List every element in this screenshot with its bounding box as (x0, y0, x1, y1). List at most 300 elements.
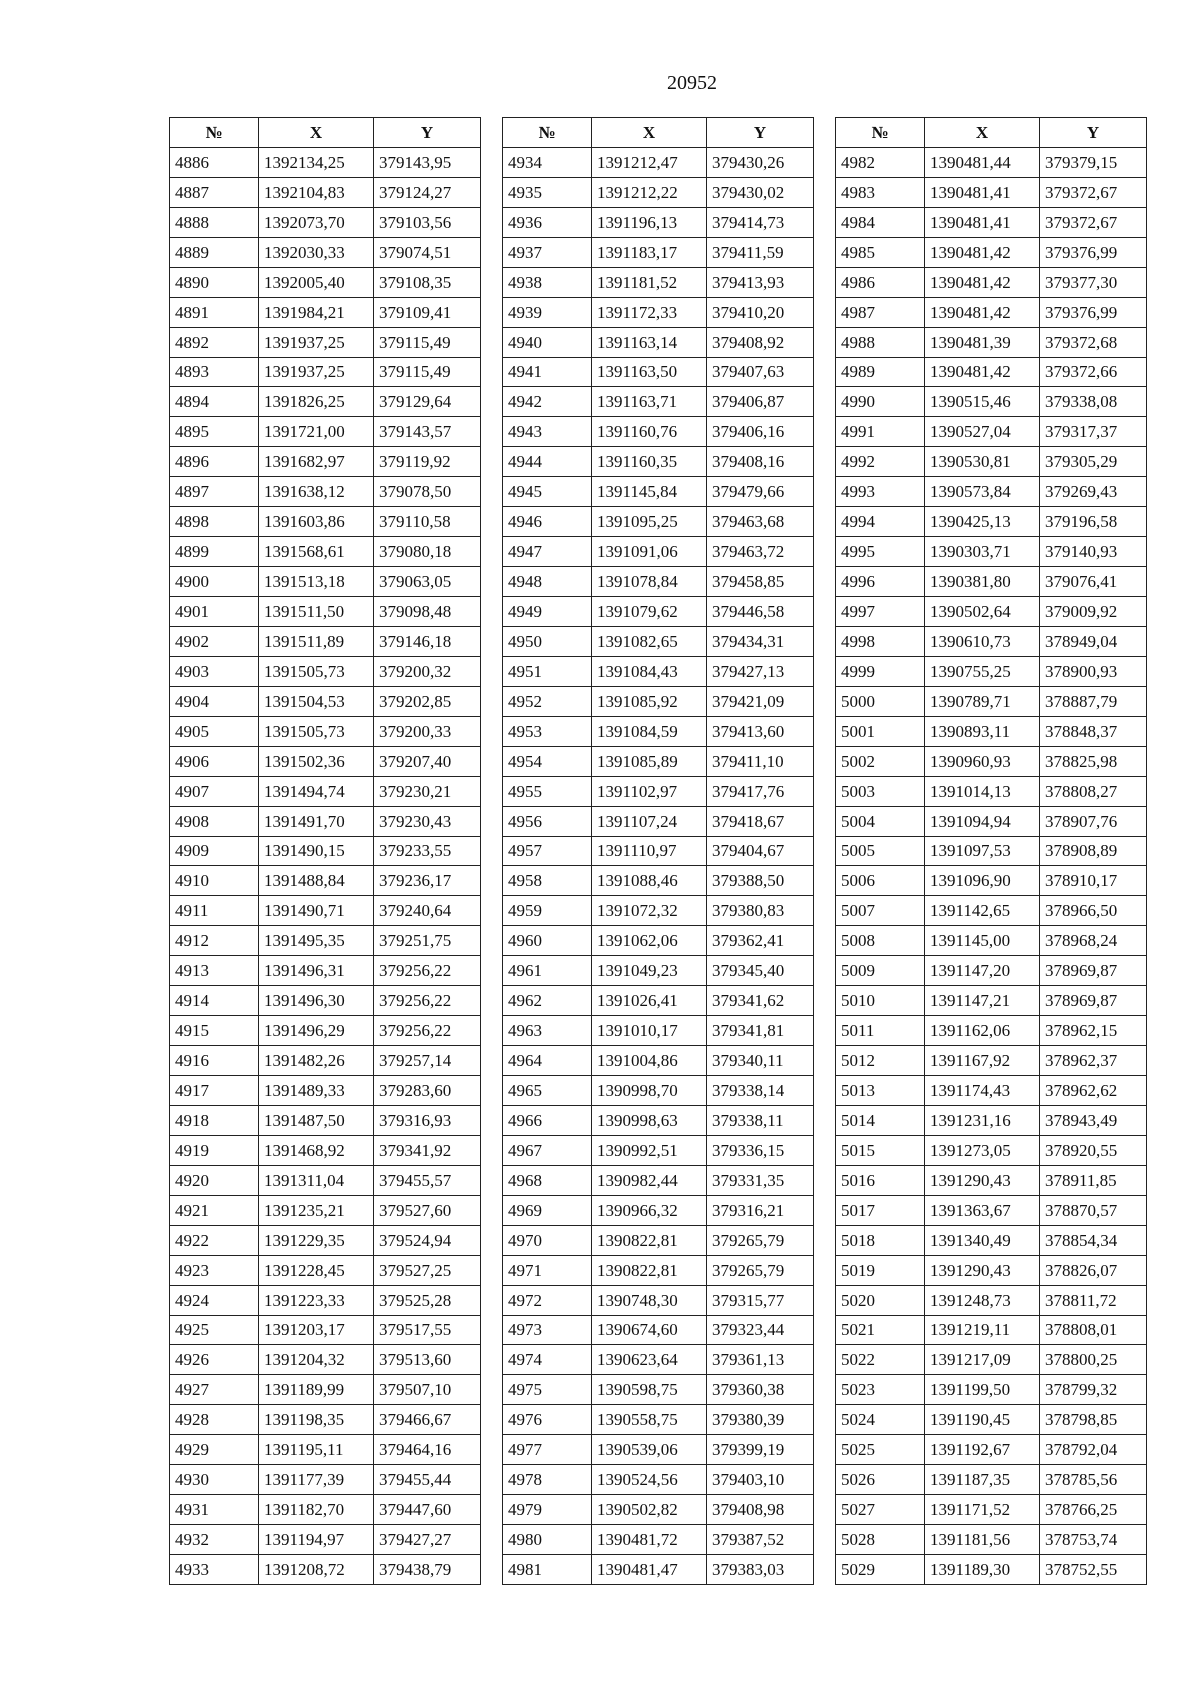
table-row (836, 866, 1147, 896)
x-coordinate-cell: 1391490,15 (259, 836, 374, 866)
table-row (836, 926, 1147, 956)
table-row (170, 327, 481, 357)
x-coordinate-cell: 1391145,00 (925, 926, 1040, 956)
table-row (836, 597, 1147, 627)
y-coordinate-cell: 379507,10 (374, 1375, 481, 1405)
x-coordinate-cell: 1391110,97 (592, 836, 707, 866)
x-coordinate-cell: 1391192,67 (925, 1435, 1040, 1465)
y-coordinate-cell: 379399,19 (707, 1435, 814, 1465)
table-row (836, 836, 1147, 866)
x-coordinate-cell: 1391505,73 (259, 716, 374, 746)
table-row (503, 1375, 814, 1405)
y-coordinate-cell: 379316,93 (374, 1105, 481, 1135)
table-row (503, 477, 814, 507)
x-coordinate-cell: 1391229,35 (259, 1225, 374, 1255)
point-number-cell: 4967 (503, 1135, 592, 1165)
point-number-cell: 4894 (170, 387, 259, 417)
table-row (170, 1315, 481, 1345)
x-coordinate-cell: 1390481,42 (925, 357, 1040, 387)
y-coordinate-cell: 379265,79 (707, 1225, 814, 1255)
table-row (170, 477, 481, 507)
y-coordinate-cell: 379119,92 (374, 447, 481, 477)
table-row (503, 1165, 814, 1195)
point-number-cell: 4932 (170, 1525, 259, 1555)
table-row (170, 1435, 481, 1465)
y-coordinate-cell: 379256,22 (374, 1016, 481, 1046)
x-coordinate-cell: 1390381,80 (925, 567, 1040, 597)
point-number-cell: 5028 (836, 1525, 925, 1555)
point-number-cell: 4962 (503, 986, 592, 1016)
x-coordinate-cell: 1390481,72 (592, 1525, 707, 1555)
x-coordinate-cell: 1391181,56 (925, 1525, 1040, 1555)
point-number-cell: 4927 (170, 1375, 259, 1405)
y-coordinate-cell: 379315,77 (707, 1285, 814, 1315)
point-number-cell: 4893 (170, 357, 259, 387)
table-row (503, 327, 814, 357)
table-row (170, 656, 481, 686)
y-coordinate-cell: 379236,17 (374, 866, 481, 896)
table-row (836, 1135, 1147, 1165)
table-row (170, 1285, 481, 1315)
x-coordinate-cell: 1391078,84 (592, 567, 707, 597)
x-coordinate-cell: 1391163,50 (592, 357, 707, 387)
table-row (503, 1465, 814, 1495)
y-coordinate-cell: 379336,15 (707, 1135, 814, 1165)
x-coordinate-cell: 1391290,43 (925, 1255, 1040, 1285)
point-number-cell: 4943 (503, 417, 592, 447)
point-number-cell: 4954 (503, 746, 592, 776)
y-coordinate-cell: 379414,73 (707, 207, 814, 237)
y-coordinate-cell: 379251,75 (374, 926, 481, 956)
table-row (503, 1345, 814, 1375)
x-coordinate-cell: 1391088,46 (592, 866, 707, 896)
header-row (170, 118, 481, 148)
x-coordinate-cell: 1391145,84 (592, 477, 707, 507)
point-number-cell: 4993 (836, 477, 925, 507)
point-number-cell: 4931 (170, 1495, 259, 1525)
point-number-cell: 4981 (503, 1555, 592, 1585)
x-coordinate-cell: 1390481,47 (592, 1555, 707, 1585)
y-coordinate-cell: 378811,72 (1040, 1285, 1147, 1315)
table-row (503, 417, 814, 447)
x-coordinate-cell: 1390481,42 (925, 267, 1040, 297)
y-coordinate-cell: 378808,01 (1040, 1315, 1147, 1345)
x-coordinate-cell: 1390966,32 (592, 1195, 707, 1225)
x-column-header: X (592, 118, 707, 148)
table-row (836, 297, 1147, 327)
point-number-cell: 4969 (503, 1195, 592, 1225)
point-number-cell: 4888 (170, 207, 259, 237)
y-coordinate-cell: 378870,57 (1040, 1195, 1147, 1225)
point-number-cell: 5000 (836, 686, 925, 716)
y-coordinate-cell: 378908,89 (1040, 836, 1147, 866)
point-number-cell: 4964 (503, 1046, 592, 1076)
point-number-cell: 4985 (836, 237, 925, 267)
table-row (170, 716, 481, 746)
table-row (836, 1076, 1147, 1106)
y-coordinate-cell: 379525,28 (374, 1285, 481, 1315)
x-coordinate-cell: 1391062,06 (592, 926, 707, 956)
point-number-cell: 4957 (503, 836, 592, 866)
table-row (170, 1046, 481, 1076)
x-coordinate-cell: 1390502,82 (592, 1495, 707, 1525)
table-row (503, 806, 814, 836)
y-coordinate-cell: 379362,41 (707, 926, 814, 956)
y-coordinate-cell: 379360,38 (707, 1375, 814, 1405)
header-row (836, 118, 1147, 148)
y-coordinate-cell: 378798,85 (1040, 1405, 1147, 1435)
y-coordinate-cell: 379063,05 (374, 567, 481, 597)
y-coordinate-cell: 379078,50 (374, 477, 481, 507)
x-coordinate-cell: 1390998,63 (592, 1105, 707, 1135)
point-number-cell: 4977 (503, 1435, 592, 1465)
table-row (170, 926, 481, 956)
y-coordinate-cell: 379372,68 (1040, 327, 1147, 357)
x-coordinate-cell: 1391147,20 (925, 956, 1040, 986)
point-number-cell: 5020 (836, 1285, 925, 1315)
table-row (170, 417, 481, 447)
y-coordinate-cell: 379341,92 (374, 1135, 481, 1165)
y-coordinate-cell: 379458,85 (707, 567, 814, 597)
point-number-cell: 4938 (503, 267, 592, 297)
x-coordinate-cell: 1390530,81 (925, 447, 1040, 477)
table-row (503, 357, 814, 387)
table-row (503, 836, 814, 866)
y-coordinate-cell: 378969,87 (1040, 986, 1147, 1016)
point-number-cell: 4887 (170, 177, 259, 207)
x-coordinate-cell: 1391311,04 (259, 1165, 374, 1195)
y-coordinate-cell: 379240,64 (374, 896, 481, 926)
x-coordinate-cell: 1391172,33 (592, 297, 707, 327)
x-coordinate-cell: 1390998,70 (592, 1076, 707, 1106)
point-number-cell: 4948 (503, 567, 592, 597)
point-number-cell: 4901 (170, 597, 259, 627)
x-coordinate-cell: 1391504,53 (259, 686, 374, 716)
table-row (503, 237, 814, 267)
point-number-cell: 4900 (170, 567, 259, 597)
y-coordinate-cell: 379406,87 (707, 387, 814, 417)
y-coordinate-cell: 378949,04 (1040, 626, 1147, 656)
number-column-header: № (170, 118, 259, 148)
point-number-cell: 5004 (836, 806, 925, 836)
x-coordinate-cell: 1391082,65 (592, 626, 707, 656)
x-coordinate-cell: 1391195,11 (259, 1435, 374, 1465)
table-row (836, 537, 1147, 567)
y-coordinate-cell: 378800,25 (1040, 1345, 1147, 1375)
table-row (836, 327, 1147, 357)
point-number-cell: 4966 (503, 1105, 592, 1135)
x-column-header: X (925, 118, 1040, 148)
point-number-cell: 4906 (170, 746, 259, 776)
y-coordinate-cell: 378920,55 (1040, 1135, 1147, 1165)
point-number-cell: 4904 (170, 686, 259, 716)
point-number-cell: 5003 (836, 776, 925, 806)
table-row (170, 1405, 481, 1435)
y-coordinate-cell: 379388,50 (707, 866, 814, 896)
y-coordinate-cell: 379411,10 (707, 746, 814, 776)
table-row (503, 207, 814, 237)
point-number-cell: 4895 (170, 417, 259, 447)
y-coordinate-cell: 379446,58 (707, 597, 814, 627)
y-coordinate-cell: 379338,11 (707, 1105, 814, 1135)
x-coordinate-cell: 1391826,25 (259, 387, 374, 417)
table-row (503, 1495, 814, 1525)
point-number-cell: 4995 (836, 537, 925, 567)
point-number-cell: 5001 (836, 716, 925, 746)
table-row (836, 417, 1147, 447)
y-coordinate-cell: 379257,14 (374, 1046, 481, 1076)
x-coordinate-cell: 1391505,73 (259, 656, 374, 686)
x-coordinate-cell: 1391290,43 (925, 1165, 1040, 1195)
point-number-cell: 4918 (170, 1105, 259, 1135)
y-coordinate-cell: 379408,98 (707, 1495, 814, 1525)
y-coordinate-cell: 379427,13 (707, 656, 814, 686)
point-number-cell: 4916 (170, 1046, 259, 1076)
x-column-header: X (259, 118, 374, 148)
y-coordinate-cell: 379323,44 (707, 1315, 814, 1345)
point-number-cell: 4897 (170, 477, 259, 507)
table-row (170, 177, 481, 207)
y-coordinate-cell: 379434,31 (707, 626, 814, 656)
table-row (503, 387, 814, 417)
point-number-cell: 4970 (503, 1225, 592, 1255)
coordinates-table (835, 117, 1147, 1585)
table-row (503, 926, 814, 956)
x-coordinate-cell: 1391204,32 (259, 1345, 374, 1375)
x-coordinate-cell: 1391079,62 (592, 597, 707, 627)
point-number-cell: 4944 (503, 447, 592, 477)
table-row (503, 177, 814, 207)
x-coordinate-cell: 1391014,13 (925, 776, 1040, 806)
x-coordinate-cell: 1391495,35 (259, 926, 374, 956)
table-row (836, 447, 1147, 477)
x-coordinate-cell: 1391482,26 (259, 1046, 374, 1076)
point-number-cell: 4986 (836, 267, 925, 297)
page-number: 20952 (667, 72, 717, 94)
y-coordinate-cell: 378753,74 (1040, 1525, 1147, 1555)
y-coordinate-cell: 379196,58 (1040, 507, 1147, 537)
point-number-cell: 4934 (503, 147, 592, 177)
y-coordinate-cell: 379403,10 (707, 1465, 814, 1495)
x-coordinate-cell: 1391496,29 (259, 1016, 374, 1046)
table-row (170, 1375, 481, 1405)
table-row (170, 207, 481, 237)
table-row (503, 1016, 814, 1046)
table-row (170, 447, 481, 477)
y-coordinate-cell: 379074,51 (374, 237, 481, 267)
point-number-cell: 4955 (503, 776, 592, 806)
point-number-cell: 4930 (170, 1465, 259, 1495)
y-coordinate-cell: 379517,55 (374, 1315, 481, 1345)
table-row (170, 357, 481, 387)
y-coordinate-cell: 379317,37 (1040, 417, 1147, 447)
point-number-cell: 5010 (836, 986, 925, 1016)
table-row (836, 716, 1147, 746)
y-coordinate-cell: 379143,95 (374, 147, 481, 177)
x-coordinate-cell: 1390598,75 (592, 1375, 707, 1405)
point-number-cell: 4973 (503, 1315, 592, 1345)
y-coordinate-cell: 378785,56 (1040, 1465, 1147, 1495)
table-row (503, 1076, 814, 1106)
y-coordinate-cell: 378792,04 (1040, 1435, 1147, 1465)
y-coordinate-cell: 379256,22 (374, 956, 481, 986)
x-coordinate-cell: 1391231,16 (925, 1105, 1040, 1135)
y-coordinate-cell: 379430,02 (707, 177, 814, 207)
table-row (170, 387, 481, 417)
header-row (503, 118, 814, 148)
x-coordinate-cell: 1390789,71 (925, 686, 1040, 716)
point-number-cell: 5022 (836, 1345, 925, 1375)
point-number-cell: 4886 (170, 147, 259, 177)
point-number-cell: 4917 (170, 1076, 259, 1106)
x-coordinate-cell: 1390558,75 (592, 1405, 707, 1435)
x-coordinate-cell: 1391010,17 (592, 1016, 707, 1046)
x-coordinate-cell: 1391937,25 (259, 327, 374, 357)
table-row (836, 626, 1147, 656)
point-number-cell: 4963 (503, 1016, 592, 1046)
x-coordinate-cell: 1391496,31 (259, 956, 374, 986)
table-row (170, 147, 481, 177)
point-number-cell: 4935 (503, 177, 592, 207)
table-row (170, 866, 481, 896)
y-coordinate-cell: 379404,67 (707, 836, 814, 866)
x-coordinate-cell: 1390822,81 (592, 1255, 707, 1285)
x-coordinate-cell: 1391235,21 (259, 1195, 374, 1225)
x-coordinate-cell: 1391511,89 (259, 626, 374, 656)
x-coordinate-cell: 1391187,35 (925, 1465, 1040, 1495)
table-row (503, 507, 814, 537)
table-row (170, 836, 481, 866)
point-number-cell: 4902 (170, 626, 259, 656)
x-coordinate-cell: 1391194,97 (259, 1525, 374, 1555)
y-coordinate-cell: 379479,66 (707, 477, 814, 507)
point-number-cell: 4919 (170, 1135, 259, 1165)
table-row (503, 567, 814, 597)
y-coordinate-cell: 379009,92 (1040, 597, 1147, 627)
table-row (170, 237, 481, 267)
x-coordinate-cell: 1391189,99 (259, 1375, 374, 1405)
y-coordinate-cell: 379463,68 (707, 507, 814, 537)
x-coordinate-cell: 1391085,92 (592, 686, 707, 716)
point-number-cell: 4989 (836, 357, 925, 387)
point-number-cell: 4951 (503, 656, 592, 686)
point-number-cell: 5005 (836, 836, 925, 866)
y-coordinate-cell: 379524,94 (374, 1225, 481, 1255)
table-row (503, 1046, 814, 1076)
table-row (836, 806, 1147, 836)
y-coordinate-cell: 379408,92 (707, 327, 814, 357)
x-coordinate-cell: 1391468,92 (259, 1135, 374, 1165)
table-row (503, 656, 814, 686)
table-row (836, 507, 1147, 537)
table-row (836, 1345, 1147, 1375)
point-number-cell: 4926 (170, 1345, 259, 1375)
point-number-cell: 4907 (170, 776, 259, 806)
point-number-cell: 4965 (503, 1076, 592, 1106)
table-row (170, 1345, 481, 1375)
x-coordinate-cell: 1390992,51 (592, 1135, 707, 1165)
point-number-cell: 4999 (836, 656, 925, 686)
y-coordinate-cell: 379269,43 (1040, 477, 1147, 507)
point-number-cell: 4921 (170, 1195, 259, 1225)
y-coordinate-cell: 378825,98 (1040, 746, 1147, 776)
y-coordinate-cell: 379200,32 (374, 656, 481, 686)
x-coordinate-cell: 1391091,06 (592, 537, 707, 567)
table-row (503, 986, 814, 1016)
table-row (170, 267, 481, 297)
x-coordinate-cell: 1391682,97 (259, 447, 374, 477)
y-coordinate-cell: 379463,72 (707, 537, 814, 567)
x-coordinate-cell: 1390822,81 (592, 1225, 707, 1255)
x-coordinate-cell: 1391196,13 (592, 207, 707, 237)
point-number-cell: 5016 (836, 1165, 925, 1195)
table-row (170, 956, 481, 986)
y-coordinate-cell: 379200,33 (374, 716, 481, 746)
x-coordinate-cell: 1391163,14 (592, 327, 707, 357)
y-coordinate-cell: 379421,09 (707, 686, 814, 716)
y-coordinate-cell: 379379,15 (1040, 147, 1147, 177)
x-coordinate-cell: 1391142,65 (925, 896, 1040, 926)
x-coordinate-cell: 1391095,25 (592, 507, 707, 537)
point-number-cell: 4941 (503, 357, 592, 387)
y-coordinate-cell: 379316,21 (707, 1195, 814, 1225)
x-coordinate-cell: 1391049,23 (592, 956, 707, 986)
table-row (503, 716, 814, 746)
y-coordinate-cell: 378968,24 (1040, 926, 1147, 956)
table-row (170, 806, 481, 836)
table-row (503, 297, 814, 327)
y-coordinate-cell: 379341,62 (707, 986, 814, 1016)
table-row (170, 1495, 481, 1525)
x-coordinate-cell: 1391085,89 (592, 746, 707, 776)
table-row (503, 1405, 814, 1435)
x-coordinate-cell: 1390515,46 (925, 387, 1040, 417)
y-coordinate-cell: 379417,76 (707, 776, 814, 806)
point-number-cell: 5023 (836, 1375, 925, 1405)
y-coordinate-cell: 379361,13 (707, 1345, 814, 1375)
point-number-cell: 5019 (836, 1255, 925, 1285)
table-row (836, 896, 1147, 926)
point-number-cell: 4889 (170, 237, 259, 267)
y-coordinate-cell: 379080,18 (374, 537, 481, 567)
y-coordinate-cell: 378943,49 (1040, 1105, 1147, 1135)
table-row (503, 1105, 814, 1135)
table-row (170, 626, 481, 656)
table-row (836, 1105, 1147, 1135)
y-column-header: Y (374, 118, 481, 148)
point-number-cell: 4898 (170, 507, 259, 537)
x-coordinate-cell: 1392005,40 (259, 267, 374, 297)
point-number-cell: 4997 (836, 597, 925, 627)
table-row (503, 1315, 814, 1345)
point-number-cell: 5008 (836, 926, 925, 956)
table-row (836, 1285, 1147, 1315)
y-coordinate-cell: 379447,60 (374, 1495, 481, 1525)
number-column-header: № (836, 118, 925, 148)
y-coordinate-cell: 379341,81 (707, 1016, 814, 1046)
point-number-cell: 4956 (503, 806, 592, 836)
table-row (836, 1405, 1147, 1435)
point-number-cell: 4982 (836, 147, 925, 177)
x-coordinate-cell: 1390481,39 (925, 327, 1040, 357)
x-coordinate-cell: 1391212,22 (592, 177, 707, 207)
table-row (170, 567, 481, 597)
x-coordinate-cell: 1390893,11 (925, 716, 1040, 746)
table-row (836, 986, 1147, 1016)
y-coordinate-cell: 378900,93 (1040, 656, 1147, 686)
y-coordinate-cell: 378962,62 (1040, 1076, 1147, 1106)
x-coordinate-cell: 1390481,41 (925, 207, 1040, 237)
